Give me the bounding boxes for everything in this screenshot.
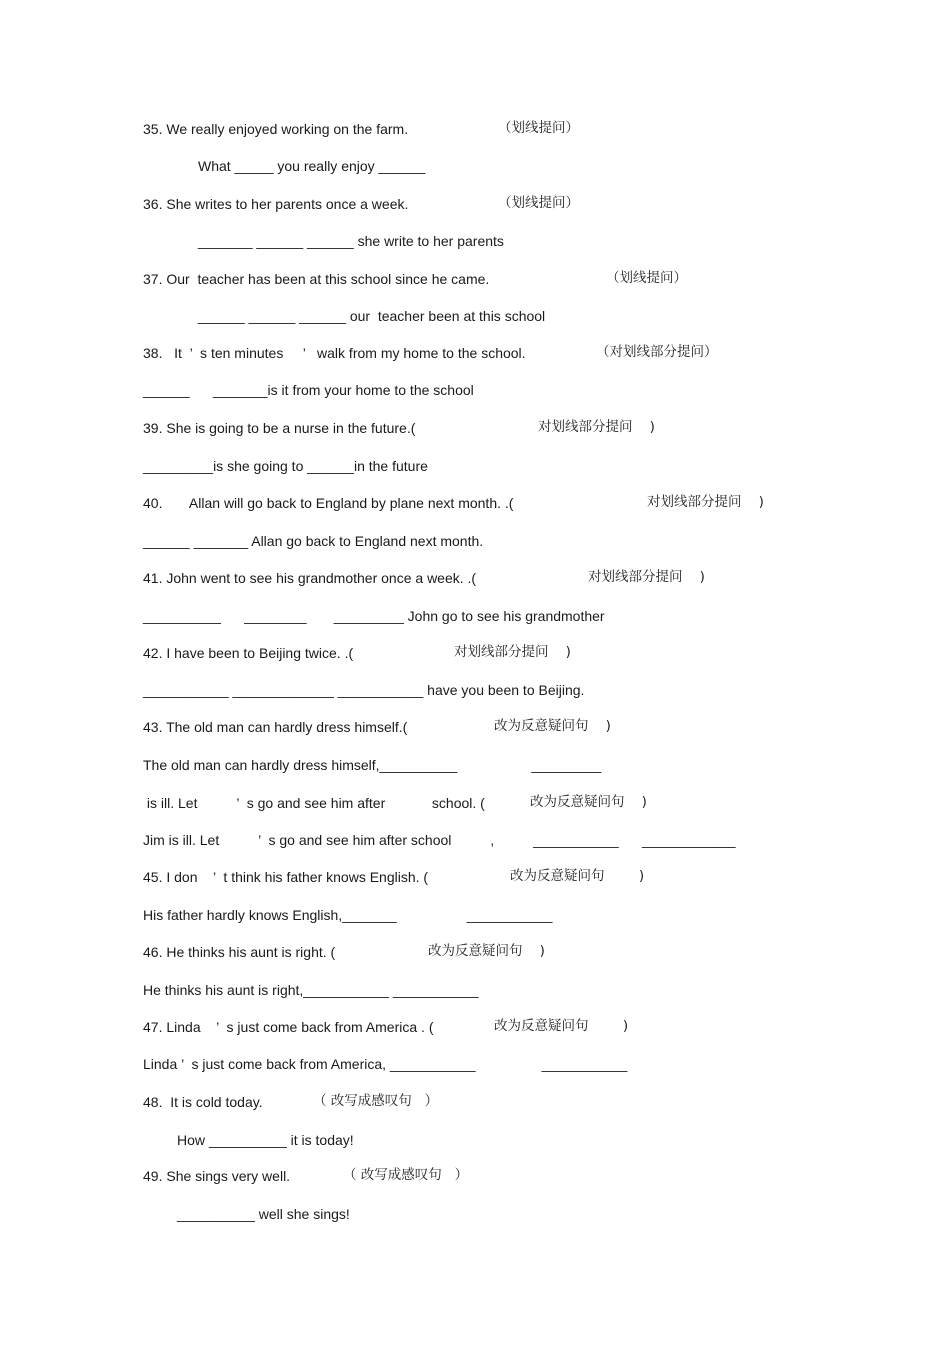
question-35-hint: （划线提问） [498, 120, 579, 136]
question-36: 36. She writes to her parents once a week. [143, 196, 409, 212]
question-46-hint: 改为反意疑问句 ) [428, 943, 545, 959]
answer-47: Linda ’ s just come back from America, ___________ ___________ [143, 1056, 628, 1072]
question-36-hint: （划线提问） [498, 195, 579, 211]
question-37-hint: （划线提问） [606, 270, 687, 286]
answer-41: __________ ________ _________ John go to see his grandmother [143, 608, 605, 624]
question-47: 47. Linda ’ s just come back from America . ( [143, 1019, 434, 1035]
answer-43: The old man can hardly dress himself,__________ _________ [143, 757, 602, 773]
question-45: 45. I don ’ t think his father knows English. ( [143, 869, 429, 885]
question-42-hint: 对划线部分提问 ) [454, 644, 571, 660]
question-40: 40. Allan will go back to England by plane next month. .( [143, 495, 514, 511]
question-46: 46. He thinks his aunt is right. ( [143, 944, 336, 960]
question-37: 37. Our teacher has been at this school since he came. [143, 271, 490, 287]
question-42: 42. I have been to Beijing twice. .( [143, 645, 354, 661]
answer-45: His father hardly knows English,_______ ___________ [143, 907, 553, 923]
question-44: is ill. Let ’ s go and see him after school. ( [143, 795, 485, 811]
answer-36: _______ ______ ______ she write to her parents [198, 233, 504, 249]
question-39: 39. She is going to be a nurse in the future.( [143, 420, 416, 436]
question-49-hint: （ 改写成感叹句 ） [343, 1167, 469, 1183]
question-40-hint: 对划线部分提问 ) [647, 494, 764, 510]
question-45-hint: 改为反意疑问句 ) [510, 868, 645, 884]
answer-39: _________is she going to ______in the future [143, 458, 428, 474]
answer-46: He thinks his aunt is right,___________ ___________ [143, 982, 479, 998]
question-44-hint: 改为反意疑问句 ) [530, 794, 647, 810]
question-49: 49. She sings very well. [143, 1168, 291, 1184]
question-38: 38. It ’ s ten minutes ’ walk from my home to the school. [143, 345, 526, 361]
question-43-hint: 改为反意疑问句 ) [494, 718, 611, 734]
question-43: 43. The old man can hardly dress himself.( [143, 719, 408, 735]
answer-48: How __________ it is today! [177, 1132, 354, 1148]
question-47-hint: 改为反意疑问句 ) [494, 1018, 629, 1034]
question-41-hint: 对划线部分提问 ) [588, 569, 705, 585]
question-38-hint: （对划线部分提问） [596, 344, 718, 360]
question-35: 35. We really enjoyed working on the farm. [143, 121, 409, 137]
answer-42: ___________ _____________ ___________ have you been to Beijing. [143, 682, 585, 698]
question-48-hint: （ 改写成感叹句 ） [313, 1093, 439, 1109]
answer-37: ______ ______ ______ our teacher been at this school [198, 308, 546, 324]
answer-49: __________ well she sings! [177, 1206, 350, 1222]
question-39-hint: 对划线部分提问 ) [538, 419, 655, 435]
answer-44: Jim is ill. Let ’ s go and see him after school , ___________ ____________ [143, 832, 736, 848]
question-41: 41. John went to see his grandmother once a week. .( [143, 570, 477, 586]
answer-38: ______ _______is it from your home to the school [143, 382, 474, 398]
answer-35: What _____ you really enjoy ______ [198, 158, 426, 174]
answer-40: ______ _______ Allan go back to England next month. [143, 533, 484, 549]
question-48: 48. It is cold today. [143, 1094, 263, 1110]
